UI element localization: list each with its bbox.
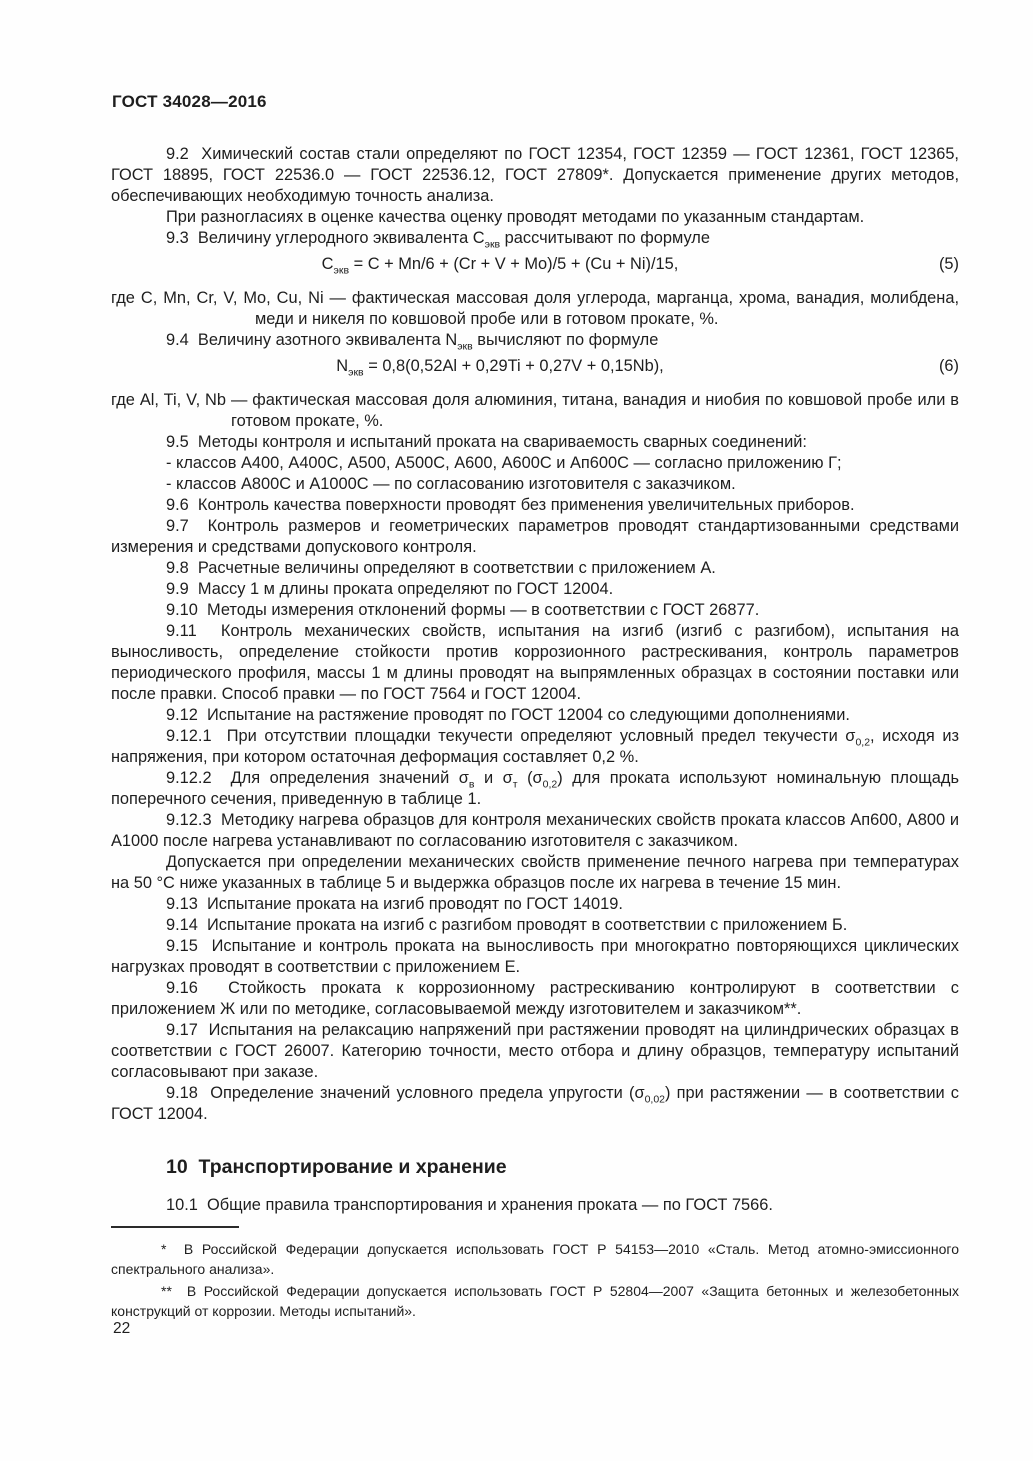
text-run: 9.8 Расчетные величины определяют в соответствии с приложением А.: [166, 559, 716, 577]
text-run: 9.13 Испытание проката на изгиб проводят по ГОСТ 14019.: [166, 895, 623, 913]
text-run: ) для проката используют номинальную площадь поперечного сечения, приведенную в таблице 1.: [111, 769, 959, 808]
text-run: = 0,8(0,52Al + 0,29Ti + 0,27V + 0,15Nb),: [363, 357, 664, 375]
text-run: 9.4 Величину азотного эквивалента N: [166, 331, 458, 349]
paragraph: [111, 474, 959, 495]
paragraph: [111, 894, 959, 915]
text-run: Допускается при определении механических свойств применение печного нагрева при температурах на 50 °С ниже указанных в таблице 5 и выдержка образцов после их нагрева в течение 15 мин.: [111, 853, 959, 892]
paragraph: [111, 207, 959, 228]
paragraph: [111, 810, 959, 852]
paragraph: [111, 726, 959, 768]
paragraph: [111, 432, 959, 453]
footnotes-list: [111, 1239, 959, 1321]
paragraph: [111, 144, 959, 207]
text-run: При разногласиях в оценке качества оценку проводят методами по указанным стандартам.: [166, 208, 865, 226]
paragraph: [111, 1020, 959, 1083]
paragraph: [111, 1083, 959, 1125]
text-run: 10 Транспортирование и хранение: [166, 1156, 507, 1178]
text-run: 9.10 Методы измерения отклонений формы — в соответствии с ГОСТ 26877.: [166, 601, 760, 619]
text-run: 9.2 Химический состав стали определяют по ГОСТ 12354, ГОСТ 12359 — ГОСТ 12361, ГОСТ 12365, ГОСТ 18895, ГОСТ 22536.0 — ГОСТ 22536.12, ГОСТ 27809*. Допускается применение других методов, обеспечивающих необходимую точность анализа.: [111, 145, 959, 205]
formula-expression: [336, 357, 664, 379]
text-run: 9.7 Контроль размеров и геометрических параметров проводят стандартизованными средствами измерения и средствами допускового контроля.: [111, 517, 959, 556]
page-header: ГОСТ 34028—2016: [112, 92, 267, 111]
paragraph: [111, 600, 959, 621]
formula-number: (5): [938, 255, 959, 273]
paragraph: [111, 621, 959, 705]
text-run: рассчитывают по формуле: [500, 229, 710, 247]
text-run: , исходя из напряжения, при котором остаточная деформация составляет 0,2 %.: [111, 727, 959, 766]
formula-expression: [321, 255, 679, 277]
subscript-text-run: 0,2: [855, 736, 871, 749]
text-run: 9.12.1 При отсутствии площадки текучести определяют условный предел текучести σ: [166, 727, 856, 745]
text-run: вычисляют по формуле: [472, 331, 659, 349]
text-run: 10.1 Общие правила транспортирования и хранения проката — по ГОСТ 7566.: [166, 1196, 773, 1214]
paragraph: [111, 453, 959, 474]
paragraph: [111, 579, 959, 600]
text-run: 9.12.2 Для определения значений σ: [166, 769, 469, 787]
where-clause: [111, 390, 959, 432]
text-run: 9.9 Массу 1 м длины проката определяют по ГОСТ 12004.: [166, 580, 614, 598]
paragraph: [111, 768, 959, 810]
page-number: 22: [113, 1320, 131, 1337]
text-run: где C, Mn, Cr, V, Mo, Cu, Ni — фактическая массовая доля углерода, марганца, хрома, ванадия, молибдена, меди и никеля по ковшовой пробе или в готовом прокате, %.: [111, 289, 959, 328]
text-run: 9.14 Испытание проката на изгиб с разгибом проводят в соответствии с приложением Б.: [166, 916, 848, 934]
formula: [111, 254, 959, 275]
text-run: = C + Mn/6 + (Cr + V + Mo)/5 + (Cu + Ni)/15,: [349, 255, 679, 273]
paragraph: [111, 495, 959, 516]
paragraph: [111, 936, 959, 978]
text-run: - классов А800С и А1000С — по согласованию изготовителя с заказчиком.: [166, 475, 736, 493]
text-run: С: [321, 255, 334, 273]
subscript-text-run: в: [468, 778, 475, 791]
paragraph: [111, 1195, 959, 1216]
subscript-text-run: 0,2: [542, 778, 558, 791]
text-run: 9.5 Методы контроля и испытаний проката на свариваемость сварных соединений:: [166, 433, 807, 451]
text-run: (σ: [517, 769, 543, 787]
text-run: 9.6 Контроль качества поверхности проводят без применения увеличительных приборов.: [166, 496, 855, 514]
subscript-text-run: т: [512, 778, 518, 791]
paragraph: [111, 915, 959, 936]
footnote-separator: [111, 1226, 239, 1228]
paragraph: [111, 330, 959, 351]
text-run: 9.12.3 Методику нагрева образцов для контроля механических свойств проката классов Ап600, А800 и А1000 после нагрева устанавливают по согласованию изготовителя с заказчиком.: [111, 811, 959, 850]
paragraph: [111, 228, 959, 249]
text-run: 9.11 Контроль механических свойств, испытания на изгиб (изгиб с разгибом), испытания на выносливость, определение стойкости против коррозионного растрескивания, контроль параметров периодического профиля, массы 1 м длины проводят на выпрямленных образцах в состоянии поставки или после правки. Способ правки — по ГОСТ 7564 и ГОСТ 12004.: [111, 622, 959, 703]
text-run: где Al, Ti, V, Nb — фактическая массовая доля алюминия, титана, ванадия и ниобия по ковшовой пробе или в готовом прокате, %.: [111, 391, 959, 430]
subscript-text-run: экв: [333, 264, 350, 277]
text-run: 9.17 Испытания на релаксацию напряжений при растяжении проводят на цилиндрических образцах в соответствии с ГОСТ 26007. Категорию точности, место отбора и длину образцов, температуру испытаний согласовывают при заказе.: [111, 1021, 959, 1081]
text-run: и σ: [474, 769, 513, 787]
paragraph: [111, 852, 959, 894]
formula-number: (6): [938, 357, 959, 375]
subscript-text-run: экв: [457, 340, 473, 353]
text-run: 9.15 Испытание и контроль проката на выносливость при многократно повторяющихся циклических нагрузках проводят в соответствии с приложением Е.: [111, 937, 959, 976]
text-run: 9.18 Определение значений условного предела упругости (σ: [166, 1084, 645, 1102]
subscript-text-run: 0,02: [644, 1093, 666, 1106]
text-run: N: [336, 357, 349, 375]
footnote: ** В Российской Федерации допускается использовать ГОСТ Р 52804—2007 «Защита бетонных и железобетонных конструкций от коррозии. Методы испытаний».: [111, 1283, 959, 1319]
paragraph: [111, 516, 959, 558]
text-run: 9.3 Величину углеродного эквивалента С: [166, 229, 485, 247]
paragraph: [111, 558, 959, 579]
footnote: * В Российской Федерации допускается использовать ГОСТ Р 54153—2010 «Сталь. Метод атомно-эмиссионного спектрального анализа».: [111, 1241, 959, 1277]
footnotes-section: [111, 1226, 959, 1323]
text-run: 9.16 Стойкость проката к коррозионному растрескиванию контролируют в соответствии с приложением Ж или по методике, согласовываемой между изготовителем и заказчиком**.: [111, 979, 959, 1018]
text-run: - классов А400, А400С, А500, А500С, А600, А600С и Ап600С — согласно приложению Г;: [166, 454, 842, 472]
where-clause: [111, 288, 959, 330]
section-heading: [111, 1157, 959, 1178]
subscript-text-run: экв: [348, 366, 364, 379]
document-body: [111, 144, 959, 1216]
paragraph: [111, 705, 959, 726]
paragraph: [111, 978, 959, 1020]
formula: [111, 356, 959, 377]
text-run: 9.12 Испытание на растяжение проводят по ГОСТ 12004 со следующими дополнениями.: [166, 706, 850, 724]
text-run: ) при растяжении — в соответствии с ГОСТ 12004.: [111, 1084, 959, 1123]
subscript-text-run: экв: [484, 238, 501, 251]
